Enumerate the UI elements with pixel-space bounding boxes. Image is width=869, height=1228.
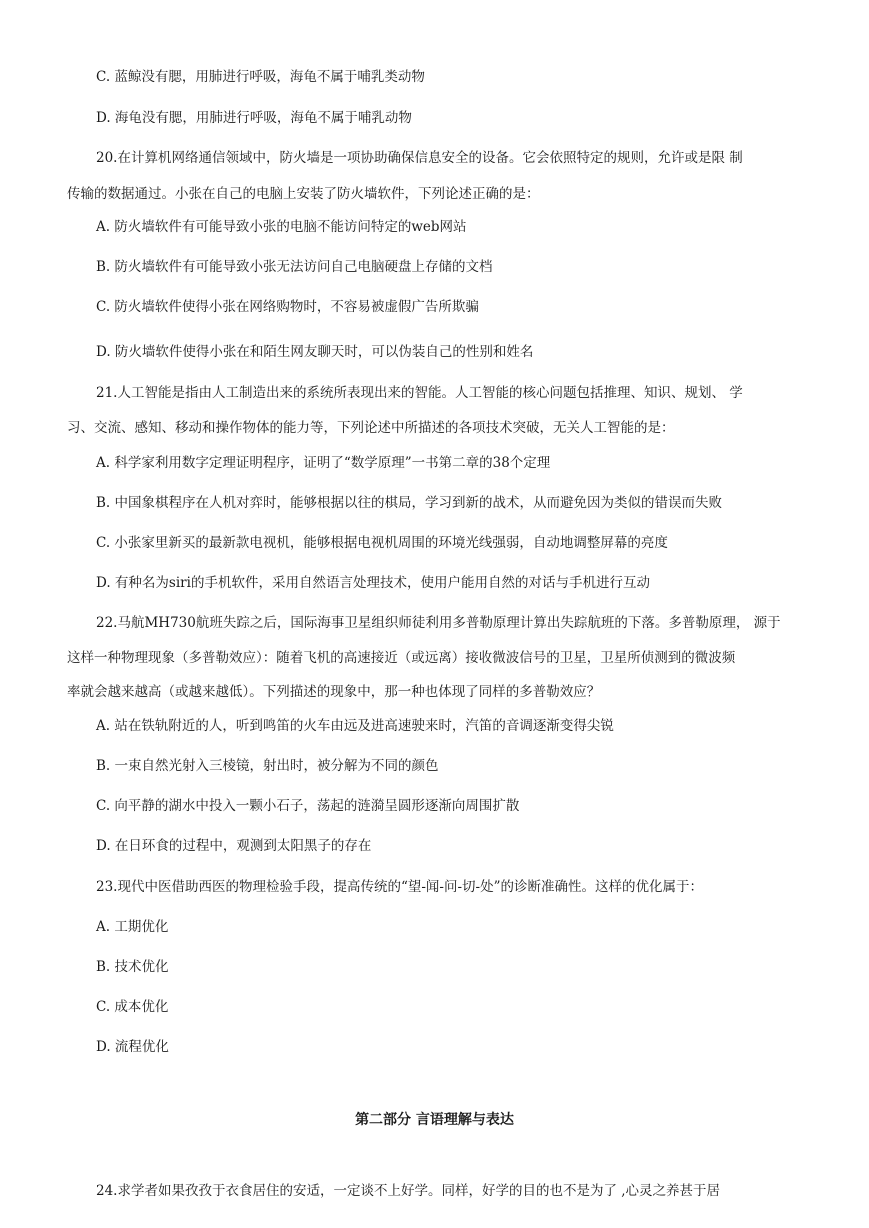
option-line: B. 一束自然光射入三棱镜，射出时，被分解为不同的颜色 bbox=[96, 758, 439, 774]
option-line: D. 防火墙软件使得小张在和陌生网友聊天时，可以伪装自己的性别和姓名 bbox=[96, 344, 534, 360]
question-23: 23.现代中医借助西医的物理检验手段，提高传统的“望-闻-问-切-处”的诊断准确性。这样的优化属于： bbox=[96, 879, 704, 895]
option-line: C. 防火墙软件使得小张在网络购物时，不容易被虚假广告所欺骗 bbox=[96, 299, 479, 315]
section-title: 第二部分 言语理解与表达 bbox=[355, 1112, 514, 1128]
question-21-cont: 习、交流、感知、移动和操作物体的能力等，下列论述中所描述的各项技术突破，无关人工智能的是： bbox=[67, 420, 675, 436]
question-20-cont: 传输的数据通过。小张在自己的电脑上安装了防火墙软件，下列论述正确的是： bbox=[67, 186, 540, 202]
question-21: 21.人工智能是指由人工制造出来的系统所表现出来的智能。人工智能的核心问题包括推理、知识、规划、 学 bbox=[96, 385, 743, 401]
option-line: C. 成本优化 bbox=[96, 999, 169, 1015]
question-22-cont: 率就会越来越高（或越来越低）。下列描述的现象中，那一种也体现了同样的多普勒效应？ bbox=[67, 684, 601, 700]
question-24: 24.求学者如果孜孜于衣食居住的安适，一定谈不上好学。同样，好学的目的也不是为了 ,心灵之养甚于居 bbox=[96, 1183, 721, 1199]
option-line: A. 防火墙软件有可能导致小张的电脑不能访问特定的web网站 bbox=[96, 219, 467, 235]
option-line: B. 中国象棋程序在人机对弈时，能够根据以往的棋局，学习到新的战术，从而避免因为类似的错误而失败 bbox=[96, 495, 723, 511]
question-22: 22.马航MH730航班失踪之后，国际海事卫星组织师徒利用多普勒原理计算出失踪航班的下落。多普勒原理， 源于 bbox=[96, 615, 781, 631]
option-line: D. 在日环食的过程中，观测到太阳黑子的存在 bbox=[96, 838, 372, 854]
option-line: B. 防火墙软件有可能导致小张无法访问自己电脑硬盘上存储的文档 bbox=[96, 259, 493, 275]
option-line: B. 技术优化 bbox=[96, 959, 169, 975]
option-line: A. 站在铁轨附近的人，听到鸣笛的火车由远及进高速驶来时，汽笛的音调逐渐变得尖锐 bbox=[96, 718, 614, 734]
option-line: C. 蓝鲸没有腮，用肺进行呼吸，海龟不属于哺乳类动物 bbox=[96, 69, 425, 85]
option-line: D. 流程优化 bbox=[96, 1039, 169, 1055]
question-20: 20.在计算机网络通信领域中，防火墙是一项协助确保信息安全的设备。它会依照特定的规则，允许或是限 制 bbox=[96, 150, 743, 166]
option-line: C. 向平静的湖水中投入一颗小石子，荡起的涟漪呈圆形逐渐向周围扩散 bbox=[96, 798, 520, 814]
question-22-cont: 这样一种物理现象（多普勒效应）：随着飞机的高速接近（或远离）接收微波信号的卫星，卫星所侦测到的微波频 bbox=[67, 650, 736, 666]
option-line: C. 小张家里新买的最新款电视机，能够根据电视机周围的环境光线强弱，自动地调整屏幕的亮度 bbox=[96, 535, 668, 551]
option-line: D. 海龟没有腮，用肺进行呼吸，海龟不属于哺乳动物 bbox=[96, 110, 412, 126]
option-line: A. 科学家利用数字定理证明程序，证明了“数学原理”一书第二章的38个定理 bbox=[96, 455, 551, 471]
option-line: A. 工期优化 bbox=[96, 919, 169, 935]
option-line: D. 有种名为siri的手机软件，采用自然语言处理技术，使用户能用自然的对话与手机进行互动 bbox=[96, 575, 650, 591]
